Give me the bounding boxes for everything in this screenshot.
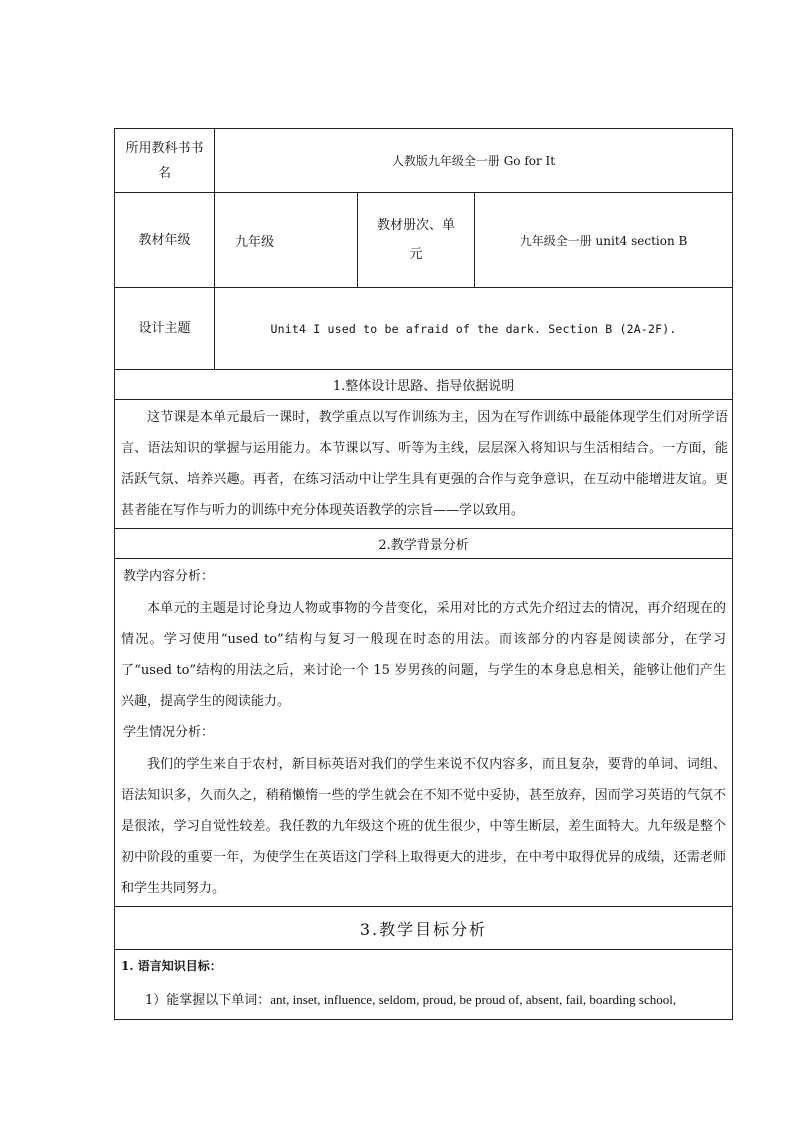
row-section1-title bbox=[115, 370, 733, 400]
language-knowledge-goal: 1. 语言知识目标： bbox=[121, 959, 222, 973]
value-textbook-name: 人教版九年级全一册 Go for It bbox=[215, 129, 733, 193]
value-volume-unit: 九年级全一册 unit4 section B bbox=[475, 193, 733, 288]
label-textbook-name: 所用教科书书名 bbox=[115, 129, 215, 193]
row-section3-body bbox=[115, 950, 733, 1020]
row-section1-body bbox=[115, 400, 733, 529]
label-grade: 教材年级 bbox=[115, 193, 215, 288]
value-design-theme: Unit4 I used to be afraid of the dark. Section B (2A-2F). bbox=[215, 288, 733, 370]
section2-title: 2.教学背景分析 bbox=[115, 529, 733, 559]
content-analysis-text: 本单元的主题是讨论身边人物或事物的今昔变化，采用对比的方式先介绍过去的情况，再介绍现在的情况。学习使用“used to”结构与复习一般现在时态的用法。而该部分的内容是阅读部分，在学习了“used to”结构的用法之后，来讨论一个 15 岁男孩的问题，与学生的本身息息相关，能够让他们产生兴趣，提高学生的阅读能力。 bbox=[121, 601, 727, 709]
document-page bbox=[114, 128, 732, 1020]
label-volume-unit: 教材册次、单元 bbox=[358, 193, 475, 288]
student-analysis-text: 我们的学生来自于农村，新目标英语对我们的学生来说不仅内容多，而且复杂，要背的单词、词组、语法知识多，久而久之，稍稍懒惰一些的学生就会在不知不觉中妥协，甚至放弃，因而学习英语的气氛不是很浓，学习自觉性较差。我任教的九年级这个班的优生很少，中等生断层，差生面特大。九年级是整个初中阶段的重要一年，为使学生在英语这门学科上取得更大的进步，在中考中取得优异的成绩，还需老师和学生共同努力。 bbox=[121, 757, 727, 896]
vocabulary-item-prefix: 1）能掌握以下单词： bbox=[145, 993, 271, 1008]
section2-body bbox=[115, 559, 733, 907]
row-textbook bbox=[115, 129, 733, 193]
vocabulary-words: ant, inset, influence, seldom, proud, be proud of, absent, fail, boarding school, bbox=[270, 992, 677, 1007]
lesson-plan-table bbox=[114, 128, 733, 1020]
row-theme bbox=[115, 288, 733, 370]
content-analysis-heading: 教学内容分析： bbox=[123, 569, 215, 584]
vocabulary-item bbox=[115, 982, 732, 1019]
section1-title: 1.整体设计思路、指导依据说明 bbox=[115, 370, 733, 400]
student-analysis-heading: 学生情况分析： bbox=[123, 725, 215, 740]
section1-text: 这节课是本单元最后一课时，教学重点以写作训练为主，因为在写作训练中最能体现学生们对所学语言、语法知识的掌握与运用能力。本节课以写、听等为主线，层层深入将知识与生活相结合。一方面，能活跃气氛、培养兴趣。再者，在练习活动中让学生具有更强的合作与竞争意识，在互动中能增进友谊。更甚者能在写作与听力的训练中充分体现英语教学的宗旨——学以致用。 bbox=[115, 400, 733, 529]
row-section2-title bbox=[115, 529, 733, 559]
section3-body bbox=[115, 950, 733, 1020]
section3-title: 3.教学目标分析 bbox=[115, 907, 733, 950]
row-grade bbox=[115, 193, 733, 288]
value-grade: 九年级 bbox=[215, 193, 358, 288]
label-design-theme: 设计主题 bbox=[115, 288, 215, 370]
row-section3-title bbox=[115, 907, 733, 950]
row-section2-body bbox=[115, 559, 733, 907]
